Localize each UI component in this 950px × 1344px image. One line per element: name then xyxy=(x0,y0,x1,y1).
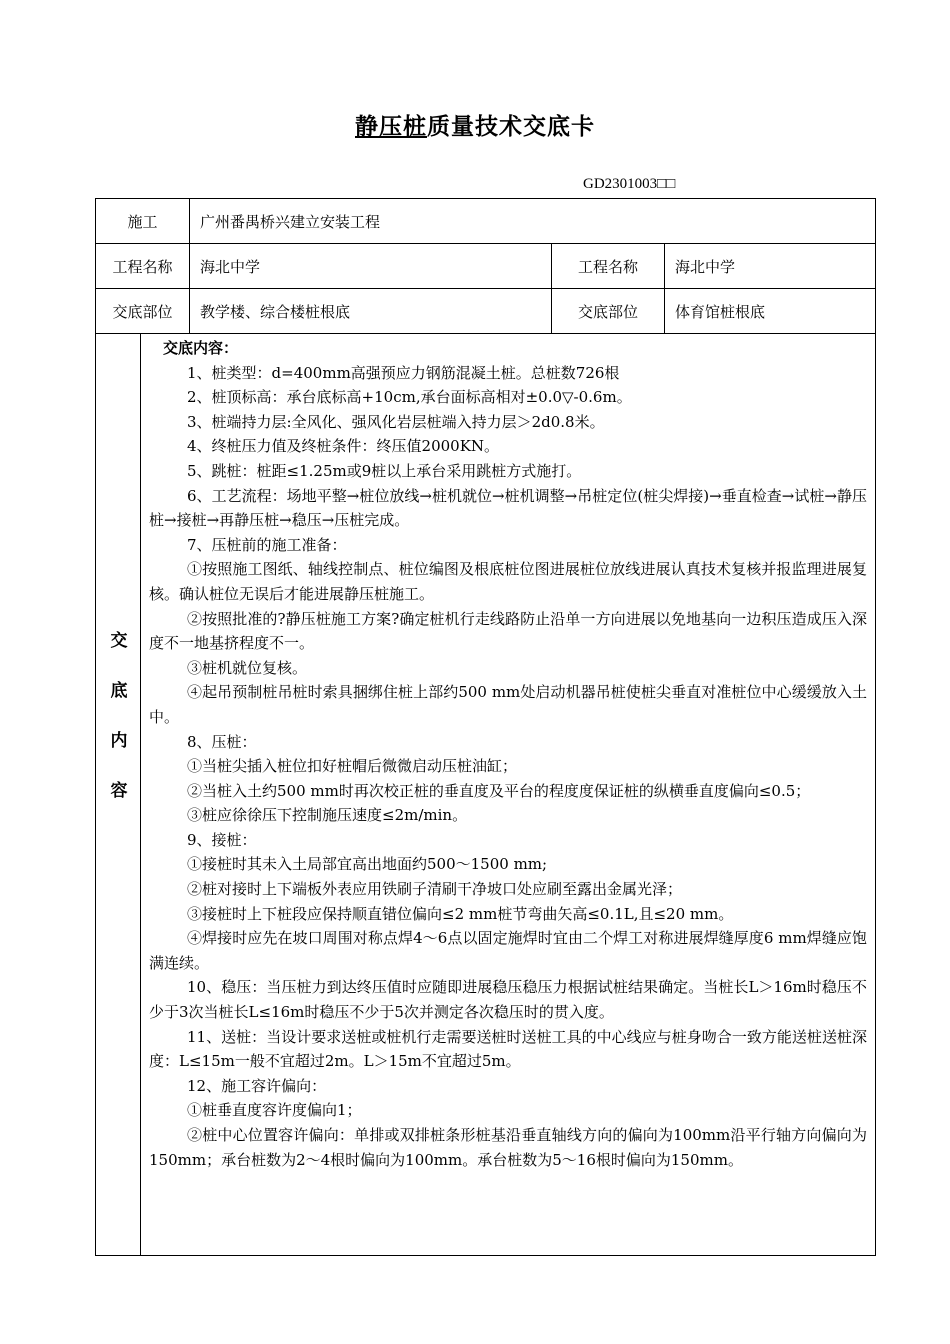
border-row3 xyxy=(95,333,876,334)
value-construction-unit: 广州番禺桥兴建立安装工程 xyxy=(200,212,381,231)
border-left xyxy=(95,198,96,1256)
border-col1 xyxy=(189,198,190,334)
label-location-right: 交底部位 xyxy=(577,302,638,321)
content-paragraph: 9、接桩： xyxy=(187,830,257,849)
content-paragraph: ④焊接时应先在坡口周围对称点焊4～6点以固定施焊时宜由二个焊工对称进展焊缝厚度6 mm焊缝应饱满连续。 xyxy=(149,929,867,972)
content-paragraph: 11、送桩：当设计要求送桩或桩机行走需要送桩时送桩工具的中心线应与桩身吻合一致方能送桩送桩深度：L≤15m一般不宜超过2m。L＞15m不宜超过5m。 xyxy=(149,1027,867,1071)
side-label-char-2: 底 xyxy=(110,681,128,701)
label-location-left: 交底部位 xyxy=(112,302,173,321)
disclosure-content xyxy=(149,336,867,1172)
content-paragraph: ③桩应徐徐压下控制施压速度≤2m/min。 xyxy=(187,806,468,825)
content-paragraph: ②按照批准的?静压桩施工方案?确定桩机行走线路防止沿单一方向进展以免地基向一边积压造成压入深度不一地基挤程度不一。 xyxy=(149,609,867,653)
value-location-right: 体育馆桩根底 xyxy=(675,302,766,321)
content-paragraph: ③接桩时上下桩段应保持顺直错位偏向≤2 mm桩节弯曲矢高≤0.1L,且≤20 mm。 xyxy=(187,904,734,923)
content-paragraph: 1、桩类型：d=400mm高强预应力钢筋混凝土桩。总桩数726根 xyxy=(187,363,620,382)
content-paragraph: ①按照施工图纸、轴线控制点、桩位编图及根底桩位图进展桩位放线进展认真技术复核并报监理进展复核。确认桩位无误后才能进展静压桩施工。 xyxy=(149,560,867,603)
label-project-name-right: 工程名称 xyxy=(577,257,638,276)
content-paragraph: 5、跳桩：桩距≤1.25m或9桩以上承台采用跳桩方式施打。 xyxy=(187,461,582,480)
content-paragraph: 7、压桩前的施工准备： xyxy=(187,535,347,554)
title-rest: 质量技术交底卡 xyxy=(427,113,595,140)
content-paragraph: 8、压桩： xyxy=(187,732,257,751)
side-label-char-4: 容 xyxy=(110,781,128,801)
label-project-name-left: 工程名称 xyxy=(112,257,173,276)
content-heading: 交底内容： xyxy=(163,339,239,357)
border-bottom xyxy=(95,1255,876,1256)
side-label-char-3: 内 xyxy=(110,731,128,751)
title-underlined-part: 静压桩 xyxy=(355,113,427,140)
content-paragraph: ④起吊预制桩吊桩时索具捆绑住桩上部约500 mm处启动机器吊桩使桩尖垂直对准桩位中心缓缓放入土中。 xyxy=(149,683,867,726)
content-paragraph: ②桩中心位置容许偏向：单排或双排桩条形桩基沿垂直轴线方向的偏向为100mm沿平行轴方向偏向为150mm；承台桩数为2～4根时偏向为100mm。承台桩数为5～16根时偏向为150mm。 xyxy=(149,1126,867,1169)
content-paragraph: ②桩对接时上下端板外表应用铁刷子清刷干净坡口处应刷至露出金属光泽； xyxy=(187,880,683,899)
document-title xyxy=(0,108,950,141)
content-paragraph: ②当桩入土约500 mm时再次校正桩的垂直度及平台的程度度保证桩的纵横垂直度偏向≤0.5； xyxy=(187,781,811,800)
content-paragraph: 2、桩顶标高：承台底标高+10cm,承台面标高相对±0.0▽-0.6m。 xyxy=(187,388,632,407)
content-paragraph: 10、稳压：当压桩力到达终压值时应随即进展稳压稳压力根据试桩结果确定。当桩长L＞16m时稳压不少于3次当桩长L≤16m时稳压不少于5次并测定各次稳压时的贯入度。 xyxy=(149,978,867,1022)
value-location-left: 教学楼、综合楼桩根底 xyxy=(200,302,351,321)
content-paragraph: 12、施工容许偏向： xyxy=(187,1076,327,1095)
value-project-name-left: 海北中学 xyxy=(200,257,261,276)
content-paragraph: 6、工艺流程：场地平整→桩位放线→桩机就位→桩机调整→吊桩定位(桩尖焊接)→垂直检查→试桩→静压桩→接桩→再静压桩→稳压→压桩完成。 xyxy=(149,486,867,530)
content-paragraph: ①桩垂直度容许度偏向1； xyxy=(187,1101,362,1120)
content-paragraph: 3、桩端持力层:全风化、强风化岩层桩端入持力层＞2d0.8米。 xyxy=(187,412,605,431)
border-right xyxy=(875,198,876,1256)
content-paragraph: 4、终桩压力值及终桩条件：终压值2000KN。 xyxy=(187,437,500,456)
content-paragraph: ①接桩时其未入土局部宜高出地面约500～1500 mm; xyxy=(187,855,548,874)
label-construction: 施工 xyxy=(127,212,158,231)
side-label-char-1: 交 xyxy=(110,631,128,651)
content-paragraph: ③桩机就位复核。 xyxy=(187,658,308,677)
border-col3 xyxy=(664,243,665,334)
border-side xyxy=(140,333,141,1256)
value-project-name-right: 海北中学 xyxy=(675,257,736,276)
document-code: GD2301003□□ xyxy=(583,176,676,192)
content-paragraph: ①当桩尖插入桩位扣好桩帽后微微启动压桩油缸； xyxy=(187,757,518,776)
